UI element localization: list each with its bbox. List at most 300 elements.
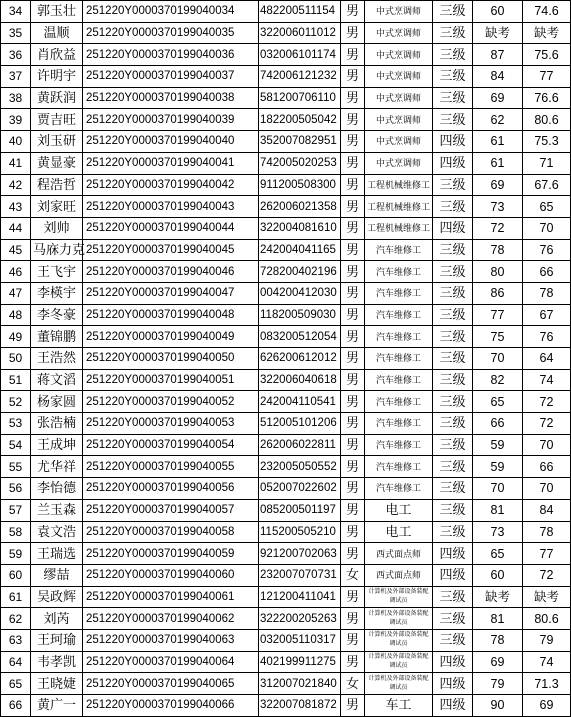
id-number-cell[interactable] <box>259 456 341 478</box>
theory-score-cell[interactable]: 61 <box>473 152 523 174</box>
theory-score-cell[interactable]: 59 <box>473 456 523 478</box>
ticket-number-cell[interactable]: 251220Y0000370199040064 <box>83 651 259 673</box>
theory-score-cell[interactable]: 缺考 <box>473 22 523 44</box>
id-number-cell[interactable] <box>259 608 341 630</box>
id-number-text: 581200706110 <box>260 92 336 105</box>
occupation-cell[interactable]: 计算机及外部设备装配调试员 <box>365 651 433 673</box>
gender-cell[interactable]: 女 <box>341 673 365 695</box>
gender-cell[interactable]: 男 <box>341 44 365 66</box>
occupation-cell[interactable]: 汽车维修工 <box>365 304 433 326</box>
occupation-cell[interactable]: 工程机械维修工 <box>365 196 433 218</box>
id-number-text: 242004110541 <box>260 395 336 408</box>
gender-cell[interactable]: 男 <box>341 348 365 370</box>
name-cell[interactable]: 缪喆 <box>31 564 83 586</box>
skill-score-cell[interactable]: 72 <box>523 564 571 586</box>
name-cell[interactable]: 程浩哲 <box>31 174 83 196</box>
name-cell[interactable]: 王浩然 <box>31 348 83 370</box>
level-cell[interactable]: 三级 <box>433 261 473 283</box>
skill-score-cell[interactable]: 74 <box>523 651 571 673</box>
level-cell[interactable]: 四级 <box>433 217 473 239</box>
occupation-cell[interactable]: 西式面点师 <box>365 543 433 565</box>
theory-score-cell[interactable]: 59 <box>473 434 523 456</box>
level-cell[interactable]: 四级 <box>433 543 473 565</box>
occupation-cell[interactable]: 计算机及外部设备装配调试员 <box>365 673 433 695</box>
id-number-cell[interactable] <box>259 152 341 174</box>
skill-score-cell[interactable]: 76 <box>523 239 571 261</box>
ticket-number-cell[interactable]: 251220Y0000370199040062 <box>83 608 259 630</box>
row-number-cell[interactable]: 44 <box>1 217 31 239</box>
level-cell[interactable]: 三级 <box>433 87 473 109</box>
ticket-number-cell[interactable]: 251220Y0000370199040053 <box>83 413 259 435</box>
theory-score-cell[interactable]: 69 <box>473 174 523 196</box>
gender-cell[interactable]: 男 <box>341 695 365 717</box>
occupation-cell[interactable]: 西式面点师 <box>365 564 433 586</box>
row-number-cell[interactable]: 56 <box>1 478 31 500</box>
gender-cell[interactable]: 男 <box>341 131 365 153</box>
ticket-number-cell[interactable]: 251220Y0000370199040061 <box>83 586 259 608</box>
level-cell[interactable]: 三级 <box>433 456 473 478</box>
gender-cell[interactable]: 男 <box>341 369 365 391</box>
row-number-cell[interactable]: 52 <box>1 391 31 413</box>
level-cell[interactable]: 四级 <box>433 152 473 174</box>
name-cell[interactable]: 王飞宇 <box>31 261 83 283</box>
theory-score-cell[interactable]: 75 <box>473 326 523 348</box>
occupation-cell[interactable]: 工程机械维修工 <box>365 217 433 239</box>
ticket-number-cell[interactable]: 251220Y0000370199040040 <box>83 131 259 153</box>
occupation-cell[interactable]: 汽车维修工 <box>365 369 433 391</box>
occupation-cell[interactable]: 汽车维修工 <box>365 282 433 304</box>
row-number-cell[interactable]: 38 <box>1 87 31 109</box>
skill-score-cell[interactable]: 71 <box>523 152 571 174</box>
level-cell[interactable]: 三级 <box>433 586 473 608</box>
occupation-cell[interactable]: 中式烹调师 <box>365 22 433 44</box>
ticket-number-cell[interactable]: 251220Y0000370199040034 <box>83 1 259 23</box>
row-number-cell[interactable]: 37 <box>1 66 31 88</box>
level-cell[interactable]: 三级 <box>433 109 473 131</box>
occupation-cell[interactable]: 汽车维修工 <box>365 326 433 348</box>
ticket-number-cell[interactable]: 251220Y0000370199040041 <box>83 152 259 174</box>
level-cell[interactable]: 四级 <box>433 651 473 673</box>
ticket-number-cell[interactable]: 251220Y0000370199040046 <box>83 261 259 283</box>
level-cell[interactable]: 四级 <box>433 673 473 695</box>
gender-cell[interactable]: 男 <box>341 282 365 304</box>
name-cell[interactable]: 肖欣益 <box>31 44 83 66</box>
theory-score-cell[interactable]: 61 <box>473 131 523 153</box>
level-cell[interactable]: 三级 <box>433 282 473 304</box>
row-number-cell[interactable]: 62 <box>1 608 31 630</box>
skill-score-cell[interactable]: 84 <box>523 499 571 521</box>
row-number-cell[interactable]: 48 <box>1 304 31 326</box>
row-number-cell[interactable]: 43 <box>1 196 31 218</box>
name-cell[interactable]: 王瑞选 <box>31 543 83 565</box>
id-number-cell[interactable] <box>259 131 341 153</box>
occupation-cell[interactable]: 汽车维修工 <box>365 261 433 283</box>
skill-score-cell[interactable]: 69 <box>523 695 571 717</box>
id-number-cell[interactable] <box>259 564 341 586</box>
name-cell[interactable]: 王晓婕 <box>31 673 83 695</box>
name-cell[interactable]: 李楧宇 <box>31 282 83 304</box>
theory-score-cell[interactable]: 86 <box>473 282 523 304</box>
ticket-number-cell[interactable]: 251220Y0000370199040048 <box>83 304 259 326</box>
id-number-cell[interactable] <box>259 434 341 456</box>
skill-score-cell[interactable]: 缺考 <box>523 586 571 608</box>
occupation-cell[interactable]: 计算机及外部设备装配调试员 <box>365 629 433 651</box>
theory-score-cell[interactable]: 70 <box>473 478 523 500</box>
skill-score-cell[interactable]: 70 <box>523 478 571 500</box>
name-cell[interactable]: 刘家旺 <box>31 196 83 218</box>
ticket-number-cell[interactable]: 251220Y0000370199040039 <box>83 109 259 131</box>
ticket-number-cell[interactable]: 251220Y0000370199040036 <box>83 44 259 66</box>
gender-cell[interactable]: 男 <box>341 196 365 218</box>
name-cell[interactable]: 贾吉旺 <box>31 109 83 131</box>
occupation-cell[interactable]: 计算机及外部设备装配调试员 <box>365 608 433 630</box>
level-cell[interactable]: 四级 <box>433 564 473 586</box>
theory-score-cell[interactable]: 81 <box>473 608 523 630</box>
skill-score-cell[interactable]: 72 <box>523 413 571 435</box>
skill-score-cell[interactable]: 67.6 <box>523 174 571 196</box>
level-cell[interactable]: 三级 <box>433 608 473 630</box>
gender-cell[interactable]: 男 <box>341 391 365 413</box>
occupation-cell[interactable]: 电工 <box>365 521 433 543</box>
level-cell[interactable]: 三级 <box>433 66 473 88</box>
ticket-number-cell[interactable]: 251220Y0000370199040035 <box>83 22 259 44</box>
occupation-cell[interactable]: 中式烹调师 <box>365 109 433 131</box>
row-number-cell[interactable]: 63 <box>1 629 31 651</box>
gender-cell[interactable]: 男 <box>341 217 365 239</box>
row-number-cell[interactable]: 65 <box>1 673 31 695</box>
ticket-number-cell[interactable]: 251220Y0000370199040060 <box>83 564 259 586</box>
ticket-number-cell[interactable]: 251220Y0000370199040038 <box>83 87 259 109</box>
gender-cell[interactable]: 男 <box>341 413 365 435</box>
name-cell[interactable]: 黄跃润 <box>31 87 83 109</box>
row-number-cell[interactable]: 60 <box>1 564 31 586</box>
id-number-cell[interactable] <box>259 196 341 218</box>
row-number-cell[interactable]: 45 <box>1 239 31 261</box>
name-cell[interactable]: 李冬豪 <box>31 304 83 326</box>
occupation-cell[interactable]: 中式烹调师 <box>365 1 433 23</box>
theory-score-cell[interactable]: 73 <box>473 196 523 218</box>
name-cell[interactable]: 李怡德 <box>31 478 83 500</box>
gender-cell[interactable]: 男 <box>341 1 365 23</box>
row-number-cell[interactable]: 53 <box>1 413 31 435</box>
skill-score-cell[interactable]: 66 <box>523 261 571 283</box>
level-cell[interactable]: 三级 <box>433 44 473 66</box>
row-number-cell[interactable]: 49 <box>1 326 31 348</box>
skill-score-cell[interactable]: 64 <box>523 348 571 370</box>
gender-cell[interactable]: 男 <box>341 87 365 109</box>
gender-cell[interactable]: 男 <box>341 434 365 456</box>
skill-score-cell[interactable]: 76 <box>523 326 571 348</box>
level-cell[interactable]: 三级 <box>433 239 473 261</box>
gender-cell[interactable]: 男 <box>341 543 365 565</box>
skill-score-cell[interactable]: 77 <box>523 543 571 565</box>
occupation-cell[interactable]: 工程机械维修工 <box>365 174 433 196</box>
theory-score-cell[interactable]: 87 <box>473 44 523 66</box>
skill-score-cell[interactable]: 66 <box>523 456 571 478</box>
gender-cell[interactable]: 男 <box>341 586 365 608</box>
occupation-cell[interactable]: 汽车维修工 <box>365 391 433 413</box>
name-cell[interactable]: 刘帅 <box>31 217 83 239</box>
level-cell[interactable]: 三级 <box>433 348 473 370</box>
row-number-cell[interactable]: 34 <box>1 1 31 23</box>
ticket-number-cell[interactable]: 251220Y0000370199040037 <box>83 66 259 88</box>
level-cell[interactable]: 三级 <box>433 196 473 218</box>
gender-cell[interactable]: 男 <box>341 174 365 196</box>
gender-cell[interactable]: 男 <box>341 66 365 88</box>
skill-score-cell[interactable]: 67 <box>523 304 571 326</box>
skill-score-cell[interactable]: 70 <box>523 434 571 456</box>
gender-cell[interactable]: 男 <box>341 109 365 131</box>
name-cell[interactable]: 张浩楠 <box>31 413 83 435</box>
level-cell[interactable]: 三级 <box>433 499 473 521</box>
row-number-cell[interactable]: 61 <box>1 586 31 608</box>
skill-score-cell[interactable]: 77 <box>523 66 571 88</box>
theory-score-cell[interactable]: 77 <box>473 304 523 326</box>
gender-cell[interactable]: 男 <box>341 499 365 521</box>
occupation-cell[interactable]: 中式烹调师 <box>365 44 433 66</box>
gender-cell[interactable]: 男 <box>341 629 365 651</box>
skill-score-cell[interactable]: 70 <box>523 217 571 239</box>
row-number-cell[interactable]: 58 <box>1 521 31 543</box>
gender-cell[interactable]: 男 <box>341 261 365 283</box>
skill-score-cell[interactable]: 75.3 <box>523 131 571 153</box>
id-number-cell[interactable] <box>259 261 341 283</box>
row-number-cell[interactable]: 66 <box>1 695 31 717</box>
ticket-number-cell[interactable]: 251220Y0000370199040058 <box>83 521 259 543</box>
theory-score-cell[interactable]: 62 <box>473 109 523 131</box>
ticket-number-cell[interactable]: 251220Y0000370199040052 <box>83 391 259 413</box>
ticket-number-cell[interactable]: 251220Y0000370199040066 <box>83 695 259 717</box>
row-number-cell[interactable]: 47 <box>1 282 31 304</box>
level-cell[interactable]: 三级 <box>433 629 473 651</box>
row-number-cell[interactable]: 51 <box>1 369 31 391</box>
name-cell[interactable]: 王成坤 <box>31 434 83 456</box>
level-cell[interactable]: 三级 <box>433 326 473 348</box>
name-cell[interactable]: 马庥力克 <box>31 239 83 261</box>
id-number-cell[interactable] <box>259 1 341 23</box>
id-number-cell[interactable] <box>259 369 341 391</box>
name-cell[interactable]: 刘玉研 <box>31 131 83 153</box>
theory-score-cell[interactable]: 80 <box>473 261 523 283</box>
level-cell[interactable]: 三级 <box>433 478 473 500</box>
name-cell[interactable]: 温顺 <box>31 22 83 44</box>
row-number-cell[interactable]: 64 <box>1 651 31 673</box>
id-number-cell[interactable] <box>259 217 341 239</box>
occupation-cell[interactable]: 中式烹调师 <box>365 66 433 88</box>
theory-score-cell[interactable]: 90 <box>473 695 523 717</box>
level-cell[interactable]: 四级 <box>433 695 473 717</box>
id-number-cell[interactable] <box>259 326 341 348</box>
ticket-number-cell[interactable]: 251220Y0000370199040042 <box>83 174 259 196</box>
skill-score-cell[interactable]: 74.6 <box>523 1 571 23</box>
row-number-cell[interactable]: 39 <box>1 109 31 131</box>
id-number-cell[interactable] <box>259 282 341 304</box>
id-number-cell[interactable] <box>259 22 341 44</box>
id-number-cell[interactable] <box>259 543 341 565</box>
theory-score-cell[interactable]: 72 <box>473 217 523 239</box>
name-cell[interactable]: 刘芮 <box>31 608 83 630</box>
ticket-number-cell[interactable]: 251220Y0000370199040045 <box>83 239 259 261</box>
skill-score-cell[interactable]: 80.6 <box>523 109 571 131</box>
theory-score-cell[interactable]: 66 <box>473 413 523 435</box>
occupation-cell[interactable]: 汽车维修工 <box>365 478 433 500</box>
ticket-number-cell[interactable]: 251220Y0000370199040043 <box>83 196 259 218</box>
id-number-cell[interactable] <box>259 499 341 521</box>
id-number-cell[interactable] <box>259 304 341 326</box>
ticket-number-cell[interactable]: 251220Y0000370199040049 <box>83 326 259 348</box>
row-number-cell[interactable]: 41 <box>1 152 31 174</box>
level-cell[interactable]: 三级 <box>433 391 473 413</box>
row-number-cell[interactable]: 42 <box>1 174 31 196</box>
ticket-number-cell[interactable]: 251220Y0000370199040057 <box>83 499 259 521</box>
row-number-cell[interactable]: 40 <box>1 131 31 153</box>
ticket-number-cell[interactable]: 251220Y0000370199040051 <box>83 369 259 391</box>
theory-score-cell[interactable]: 70 <box>473 348 523 370</box>
level-cell[interactable]: 三级 <box>433 413 473 435</box>
occupation-cell[interactable]: 车工 <box>365 695 433 717</box>
id-number-text: 262006022811 <box>260 439 336 452</box>
name-cell[interactable]: 尤华祥 <box>31 456 83 478</box>
id-number-cell[interactable] <box>259 673 341 695</box>
occupation-cell[interactable]: 汽车维修工 <box>365 413 433 435</box>
theory-score-cell[interactable]: 60 <box>473 564 523 586</box>
theory-score-cell[interactable]: 65 <box>473 543 523 565</box>
gender-cell[interactable]: 女 <box>341 564 365 586</box>
occupation-cell[interactable]: 电工 <box>365 499 433 521</box>
row-number-cell[interactable]: 55 <box>1 456 31 478</box>
gender-cell[interactable]: 男 <box>341 478 365 500</box>
theory-score-cell[interactable]: 78 <box>473 239 523 261</box>
name-cell[interactable]: 许明宇 <box>31 66 83 88</box>
theory-score-cell[interactable]: 65 <box>473 391 523 413</box>
id-number-cell[interactable] <box>259 348 341 370</box>
id-number-cell[interactable] <box>259 629 341 651</box>
theory-score-cell[interactable]: 81 <box>473 499 523 521</box>
ticket-number-cell[interactable]: 251220Y0000370199040063 <box>83 629 259 651</box>
id-number-cell[interactable] <box>259 695 341 717</box>
id-number-cell[interactable] <box>259 109 341 131</box>
theory-score-cell[interactable]: 73 <box>473 521 523 543</box>
name-cell[interactable]: 王珂瑜 <box>31 629 83 651</box>
name-cell[interactable]: 兰玉森 <box>31 499 83 521</box>
occupation-cell[interactable]: 汽车维修工 <box>365 348 433 370</box>
row-number-cell[interactable]: 57 <box>1 499 31 521</box>
id-number-cell[interactable] <box>259 66 341 88</box>
id-number-cell[interactable] <box>259 174 341 196</box>
theory-score-cell[interactable]: 84 <box>473 66 523 88</box>
id-number-cell[interactable] <box>259 521 341 543</box>
theory-score-cell[interactable]: 69 <box>473 651 523 673</box>
ticket-number-cell[interactable]: 251220Y0000370199040047 <box>83 282 259 304</box>
level-cell[interactable]: 四级 <box>433 131 473 153</box>
skill-score-cell[interactable]: 75.6 <box>523 44 571 66</box>
skill-score-cell[interactable]: 80.6 <box>523 608 571 630</box>
id-number-cell[interactable] <box>259 586 341 608</box>
row-number-cell[interactable]: 36 <box>1 44 31 66</box>
theory-score-cell[interactable]: 79 <box>473 673 523 695</box>
id-number-cell[interactable] <box>259 651 341 673</box>
gender-cell[interactable]: 男 <box>341 456 365 478</box>
gender-cell[interactable]: 男 <box>341 326 365 348</box>
ticket-number-cell[interactable]: 251220Y0000370199040050 <box>83 348 259 370</box>
name-cell[interactable]: 郭玉壮 <box>31 1 83 23</box>
theory-score-cell[interactable]: 60 <box>473 1 523 23</box>
level-cell[interactable]: 三级 <box>433 1 473 23</box>
occupation-cell[interactable]: 中式烹调师 <box>365 87 433 109</box>
gender-cell[interactable]: 男 <box>341 608 365 630</box>
ticket-number-cell[interactable]: 251220Y0000370199040056 <box>83 478 259 500</box>
gender-cell[interactable]: 男 <box>341 22 365 44</box>
gender-cell[interactable]: 男 <box>341 152 365 174</box>
ticket-number-cell[interactable]: 251220Y0000370199040065 <box>83 673 259 695</box>
name-cell[interactable]: 黄广一 <box>31 695 83 717</box>
row-number-cell[interactable]: 54 <box>1 434 31 456</box>
id-number-cell[interactable] <box>259 391 341 413</box>
row-number-cell[interactable]: 59 <box>1 543 31 565</box>
skill-score-cell[interactable]: 缺考 <box>523 22 571 44</box>
ticket-number-cell[interactable]: 251220Y0000370199040044 <box>83 217 259 239</box>
occupation-cell[interactable]: 汽车维修工 <box>365 456 433 478</box>
name-cell[interactable]: 吴政辉 <box>31 586 83 608</box>
gender-cell[interactable]: 男 <box>341 521 365 543</box>
id-number-cell[interactable] <box>259 239 341 261</box>
level-cell[interactable]: 三级 <box>433 434 473 456</box>
level-cell[interactable]: 三级 <box>433 174 473 196</box>
id-number-cell[interactable] <box>259 44 341 66</box>
occupation-cell[interactable]: 汽车维修工 <box>365 434 433 456</box>
ticket-number-cell[interactable]: 251220Y0000370199040055 <box>83 456 259 478</box>
skill-score-cell[interactable]: 79 <box>523 629 571 651</box>
skill-score-cell[interactable]: 76.6 <box>523 87 571 109</box>
name-cell[interactable]: 董锦鹏 <box>31 326 83 348</box>
id-number-cell[interactable] <box>259 413 341 435</box>
id-number-cell[interactable] <box>259 87 341 109</box>
skill-score-cell[interactable]: 74 <box>523 369 571 391</box>
row-number-cell[interactable]: 46 <box>1 261 31 283</box>
gender-cell[interactable]: 男 <box>341 651 365 673</box>
id-number-cell[interactable] <box>259 478 341 500</box>
name-cell[interactable]: 黄显豪 <box>31 152 83 174</box>
name-cell[interactable]: 韦孝凯 <box>31 651 83 673</box>
skill-score-cell[interactable]: 72 <box>523 391 571 413</box>
level-cell[interactable]: 三级 <box>433 304 473 326</box>
theory-score-cell[interactable]: 缺考 <box>473 586 523 608</box>
name-cell[interactable]: 蒋文滔 <box>31 369 83 391</box>
skill-score-cell[interactable]: 65 <box>523 196 571 218</box>
ticket-number-cell[interactable]: 251220Y0000370199040054 <box>83 434 259 456</box>
ticket-number-cell[interactable]: 251220Y0000370199040059 <box>83 543 259 565</box>
occupation-cell[interactable]: 计算机及外部设备装配调试员 <box>365 586 433 608</box>
row-number-cell[interactable]: 35 <box>1 22 31 44</box>
skill-score-cell[interactable]: 71.3 <box>523 673 571 695</box>
level-cell[interactable]: 三级 <box>433 22 473 44</box>
theory-score-cell[interactable]: 69 <box>473 87 523 109</box>
occupation-cell[interactable]: 汽车维修工 <box>365 239 433 261</box>
skill-score-cell[interactable]: 78 <box>523 521 571 543</box>
name-cell[interactable]: 杨家圆 <box>31 391 83 413</box>
gender-cell[interactable]: 男 <box>341 239 365 261</box>
occupation-cell[interactable]: 中式烹调师 <box>365 152 433 174</box>
theory-score-cell[interactable]: 78 <box>473 629 523 651</box>
level-cell[interactable]: 三级 <box>433 369 473 391</box>
theory-score-cell[interactable]: 82 <box>473 369 523 391</box>
level-cell[interactable]: 三级 <box>433 521 473 543</box>
skill-score-cell[interactable]: 78 <box>523 282 571 304</box>
gender-cell[interactable]: 男 <box>341 304 365 326</box>
row-number-cell[interactable]: 50 <box>1 348 31 370</box>
occupation-cell[interactable]: 中式烹调师 <box>365 131 433 153</box>
name-cell[interactable]: 袁文浩 <box>31 521 83 543</box>
